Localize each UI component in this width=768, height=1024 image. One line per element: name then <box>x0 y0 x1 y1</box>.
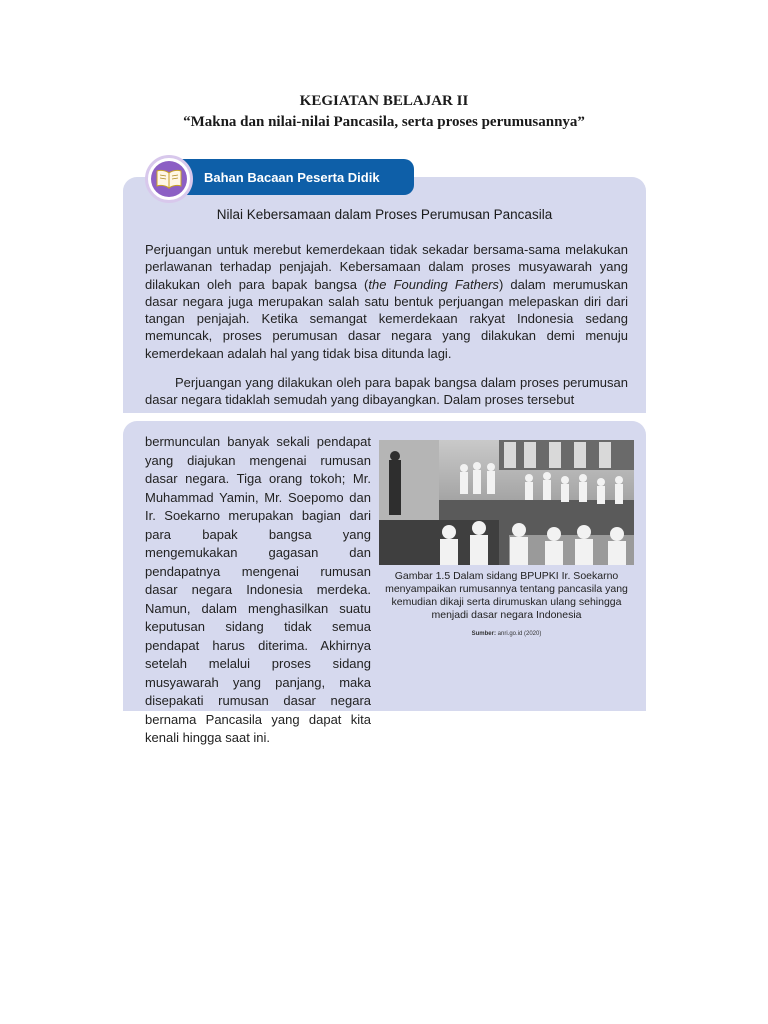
reading-heading: Nilai Kebersamaan dalam Proses Perumusan Pancasila <box>216 207 553 222</box>
document-subtitle: “Makna dan nilai-nilai Pancasila, serta proses perumusannya” <box>183 114 585 130</box>
paragraph-1-text-end: ) dalam merumuskan dasar negara juga merupakan salah satu bentuk perjuangan melepaskan diri dari tangan penjajah. Ketika semangat kemerdekaan rakyat Indonesia sedang memuncak, proses perumusan dasar negara yang dilakukan demi menuju kemerdekaan adalah hal yang tidak bisa ditunda lagi. <box>145 276 628 361</box>
bpupki-session-photo <box>379 440 634 565</box>
figure-source <box>379 631 634 637</box>
source-label: Sumber: <box>471 631 496 637</box>
section-banner <box>168 159 414 195</box>
founding-fathers-term: the Founding Fathers <box>368 276 499 292</box>
paragraph-3: bermunculan banyak sekali pendapat yang diajukan mengenai rumusan dasar negara. Tiga orang tokoh; Mr. Muhammad Yamin, Mr. Soepomo dan Ir. Soekarno merupakan bagian dari para bapak bangsa yang mengemukakan gagasan dan pendapatnya mengenai rumusan dasar negara Indonesia merdeka. Namun, dalam menghasilkan suatu keputusan sidang tidak semua pendapat harus diterima. Akhirnya setelah melalui proses sidang musyawarah yang panjang, maka disepakati rumusan dasar negara bernama Pancasila yang dapat kita kenali hingga saat ini. <box>145 434 371 745</box>
figure-caption: Gambar 1.5 Dalam sidang BPUPKI Ir. Soekarno menyampaikan rumusannya tentang pancasila yang kemudian dikaji serta dirumuskan ulang sehingga menjadi dasar negara Indonesia <box>385 570 628 621</box>
paragraph-1-text-start: Perjuangan untuk merebut kemerdekaan tidak sekadar bersama-sama melakukan perlawanan terhadap penjajah. Kebersamaan dalam proses musyawarah yang dilakukan oleh para bapak bangsa ( <box>145 242 628 292</box>
source-value: anri.go.id (2020) <box>497 631 542 637</box>
document-title: KEGIATAN BELAJAR II <box>299 93 469 109</box>
paragraph-1 <box>145 241 628 362</box>
paragraph-2: Perjuangan yang dilakukan oleh para bapak bangsa dalam proses perumusan dasar negara tidaklah semudah yang dibayangkan. Dalam proses tersebut <box>145 375 628 408</box>
open-book-icon <box>145 155 193 203</box>
section-banner-label: Bahan Bacaan Peserta Didik <box>204 169 380 185</box>
